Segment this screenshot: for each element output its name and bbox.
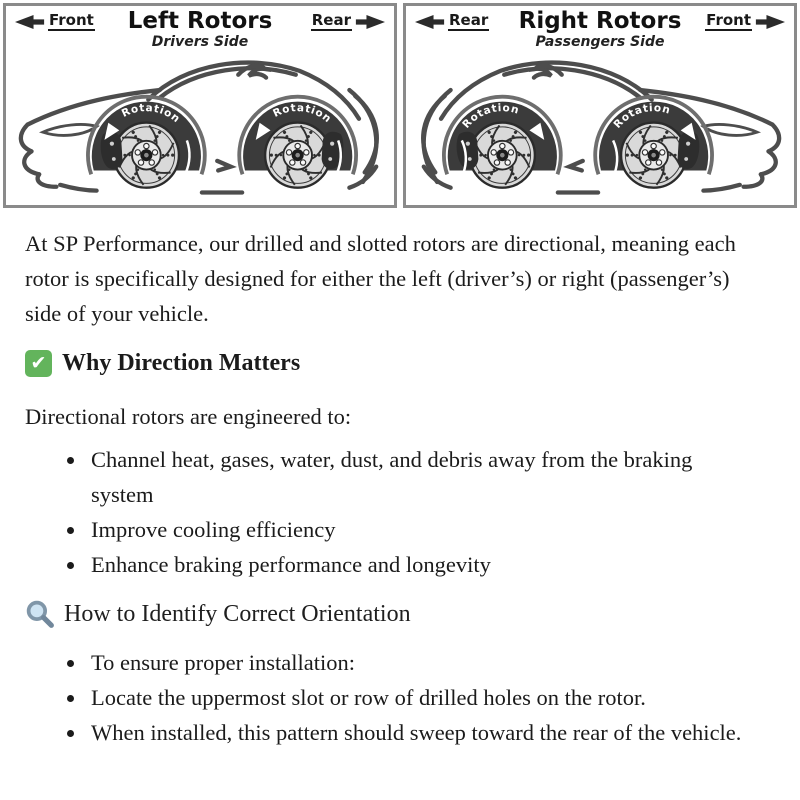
- svg-text:Rotation: Rotation: [119, 101, 183, 126]
- list-item: • Channel heat, gases, water, dust, and debris away from the braking system: [87, 442, 746, 512]
- front-direction-label: [705, 13, 785, 31]
- svg-text:Rotation: Rotation: [611, 101, 673, 131]
- installation-list: [25, 645, 746, 750]
- section-heading-identify-orientation: [25, 596, 746, 632]
- direction-text: Rear: [449, 11, 489, 29]
- arrow-right-icon: [355, 14, 385, 30]
- heading-text: How to Identify Correct Orientation: [64, 601, 411, 627]
- benefits-list: [25, 442, 746, 582]
- article-content: [0, 226, 800, 750]
- section-heading-why-direction-matters: [25, 345, 746, 381]
- heading-text: Why Direction Matters: [62, 350, 301, 376]
- lead-paragraph: Directional rotors are engineered to:: [25, 404, 352, 429]
- direction-text: Rear: [311, 11, 351, 29]
- car-illustration-left: [7, 46, 393, 204]
- car-illustration-right: [407, 46, 793, 204]
- diagram-panel-right: [403, 3, 797, 208]
- list-item: • To ensure proper installation:: [87, 645, 746, 680]
- arrow-right-icon: [755, 14, 785, 30]
- svg-text:Rotation: Rotation: [271, 101, 334, 126]
- intro-paragraph: At SP Performance, our drilled and slotted rotors are directional, meaning each rotor is specifically designed for either the left (driver’s) or right (passenger’s) side of your vehicle.: [25, 231, 736, 326]
- list-item: • Locate the uppermost slot or row of drilled holes on the rotor.: [87, 680, 746, 715]
- direction-text: Front: [706, 11, 751, 29]
- rotor-direction-diagram: [0, 0, 800, 208]
- magnifying-glass-icon: [25, 599, 56, 630]
- panel-title: Left Rotors: [127, 8, 273, 34]
- check-mark-icon: ✔: [25, 350, 52, 377]
- panel-subtitle: Drivers Side: [151, 34, 249, 51]
- direction-text: Front: [49, 11, 94, 29]
- diagram-panel-left: [3, 3, 397, 208]
- panel-title: Right Rotors: [518, 8, 682, 34]
- svg-text:Rotation: Rotation: [460, 101, 521, 131]
- list-item: • When installed, this pattern should sweep toward the rear of the vehicle.: [87, 715, 746, 750]
- panel-subtitle: Passengers Side: [535, 34, 665, 51]
- rear-direction-label: [311, 13, 385, 31]
- list-item: • Improve cooling efficiency: [87, 512, 746, 547]
- list-item: • Enhance braking performance and longevity: [87, 547, 746, 582]
